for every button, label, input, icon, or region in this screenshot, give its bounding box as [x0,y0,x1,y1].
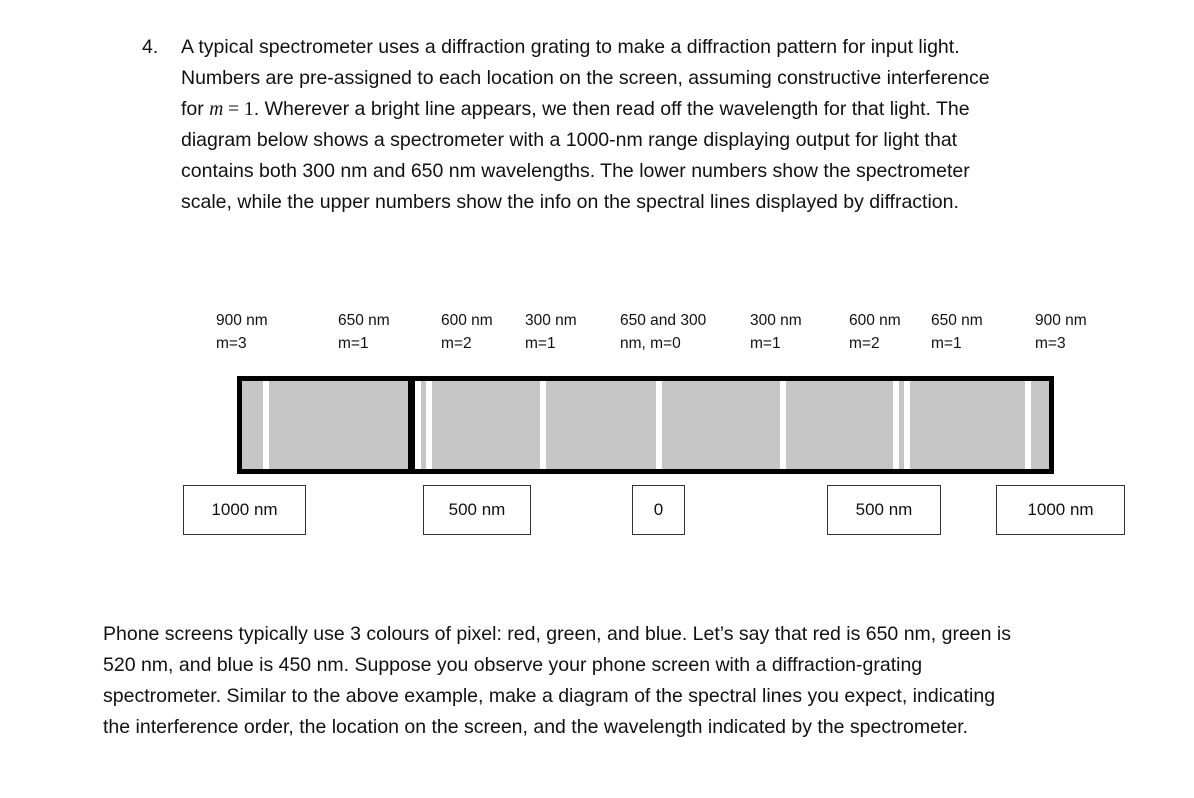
bright-line-900nm-right [1025,381,1031,469]
problem-line-4: diagram below shows a spectrometer with a 1000-nm range displaying output for light that [181,129,958,151]
question-line-3: spectrometer. Similar to the above example, make a diagram of the spectral lines you expect, indicating [103,685,996,707]
top-label-900nm-right [1035,309,1087,355]
top-label-order: m=1 [525,335,556,352]
spectrometer-screen [237,376,1054,474]
top-label-wavelength: 300 nm [525,312,577,329]
top-label-600nm-right [849,309,901,355]
problem-line-6: scale, while the upper numbers show the info on the spectral lines displayed by diffraction. [181,191,959,213]
bright-line-650nm-left [415,381,421,469]
top-label-order: m=1 [338,335,369,352]
bright-line-600nm-left [426,381,432,469]
top-label-order: m=1 [750,335,781,352]
question-line-1: Phone screens typically use 3 colours of pixel: red, green, and blue. Let’s say that red is 650 nm, green is [103,623,1011,645]
screen-tick-mark [408,381,415,469]
top-label-order: m=1 [931,335,962,352]
math-equals-one: = 1 [223,99,254,120]
question-text [103,619,1123,743]
top-label-wavelength: 600 nm [441,312,493,329]
top-label-650nm-left [338,309,390,355]
top-label-order: m=2 [849,335,880,352]
problem-line-1: A typical spectrometer uses a diffraction grating to make a diffraction pattern for input light. [181,36,960,58]
problem-line-2: Numbers are pre-assigned to each location on the screen, assuming constructive interference [181,67,990,89]
problem-line-3 [181,94,1152,125]
top-label-600nm-left [441,309,493,355]
top-label-900nm-left [216,309,268,355]
top-label-wavelength: 650 nm [931,312,983,329]
bright-line-650nm-right [904,381,910,469]
top-label-wavelength: 900 nm [216,312,268,329]
problem-text [181,32,1152,218]
top-label-central [620,309,706,355]
top-label-wavelength: 600 nm [849,312,901,329]
top-label-wavelength: 900 nm [1035,312,1087,329]
problem-statement [142,32,1152,218]
problem-line-3-end: . Wherever a bright line appears, we then read off the wavelength for that light. The [253,98,970,120]
question-line-2: 520 nm, and blue is 450 nm. Suppose you observe your phone screen with a diffraction-grating [103,654,923,676]
top-label-300nm-left [525,309,577,355]
bright-line-300nm-right [780,381,786,469]
top-label-wavelength: 300 nm [750,312,802,329]
top-label-wavelength: 650 and 300 [620,312,707,329]
scale-box-zero: 0 [632,485,685,535]
top-label-order: m=3 [1035,335,1066,352]
top-label-order: m=2 [441,335,472,352]
scale-box-500nm-right: 500 nm [827,485,941,535]
top-label-order: m=3 [216,335,247,352]
problem-line-3-start: for [181,98,210,120]
top-label-wavelength: 650 nm [338,312,390,329]
scale-box-1000nm-left: 1000 nm [183,485,306,535]
bright-line-600nm-right [893,381,899,469]
scale-box-1000nm-right: 1000 nm [996,485,1125,535]
problem-number: 4. [142,36,159,58]
math-variable-m: m [209,99,224,120]
top-label-order: nm, m=0 [620,335,681,352]
top-label-300nm-right [750,309,802,355]
bright-line-300nm-left [540,381,546,469]
scale-box-500nm-left: 500 nm [423,485,531,535]
question-line-4: the interference order, the location on the screen, and the wavelength indicated by the spectrometer. [103,716,969,738]
bright-line-central [656,381,662,469]
bright-line-900nm-left [263,381,269,469]
top-label-650nm-right [931,309,983,355]
problem-line-5: contains both 300 nm and 650 nm wavelengths. The lower numbers show the spectrometer [181,160,970,182]
